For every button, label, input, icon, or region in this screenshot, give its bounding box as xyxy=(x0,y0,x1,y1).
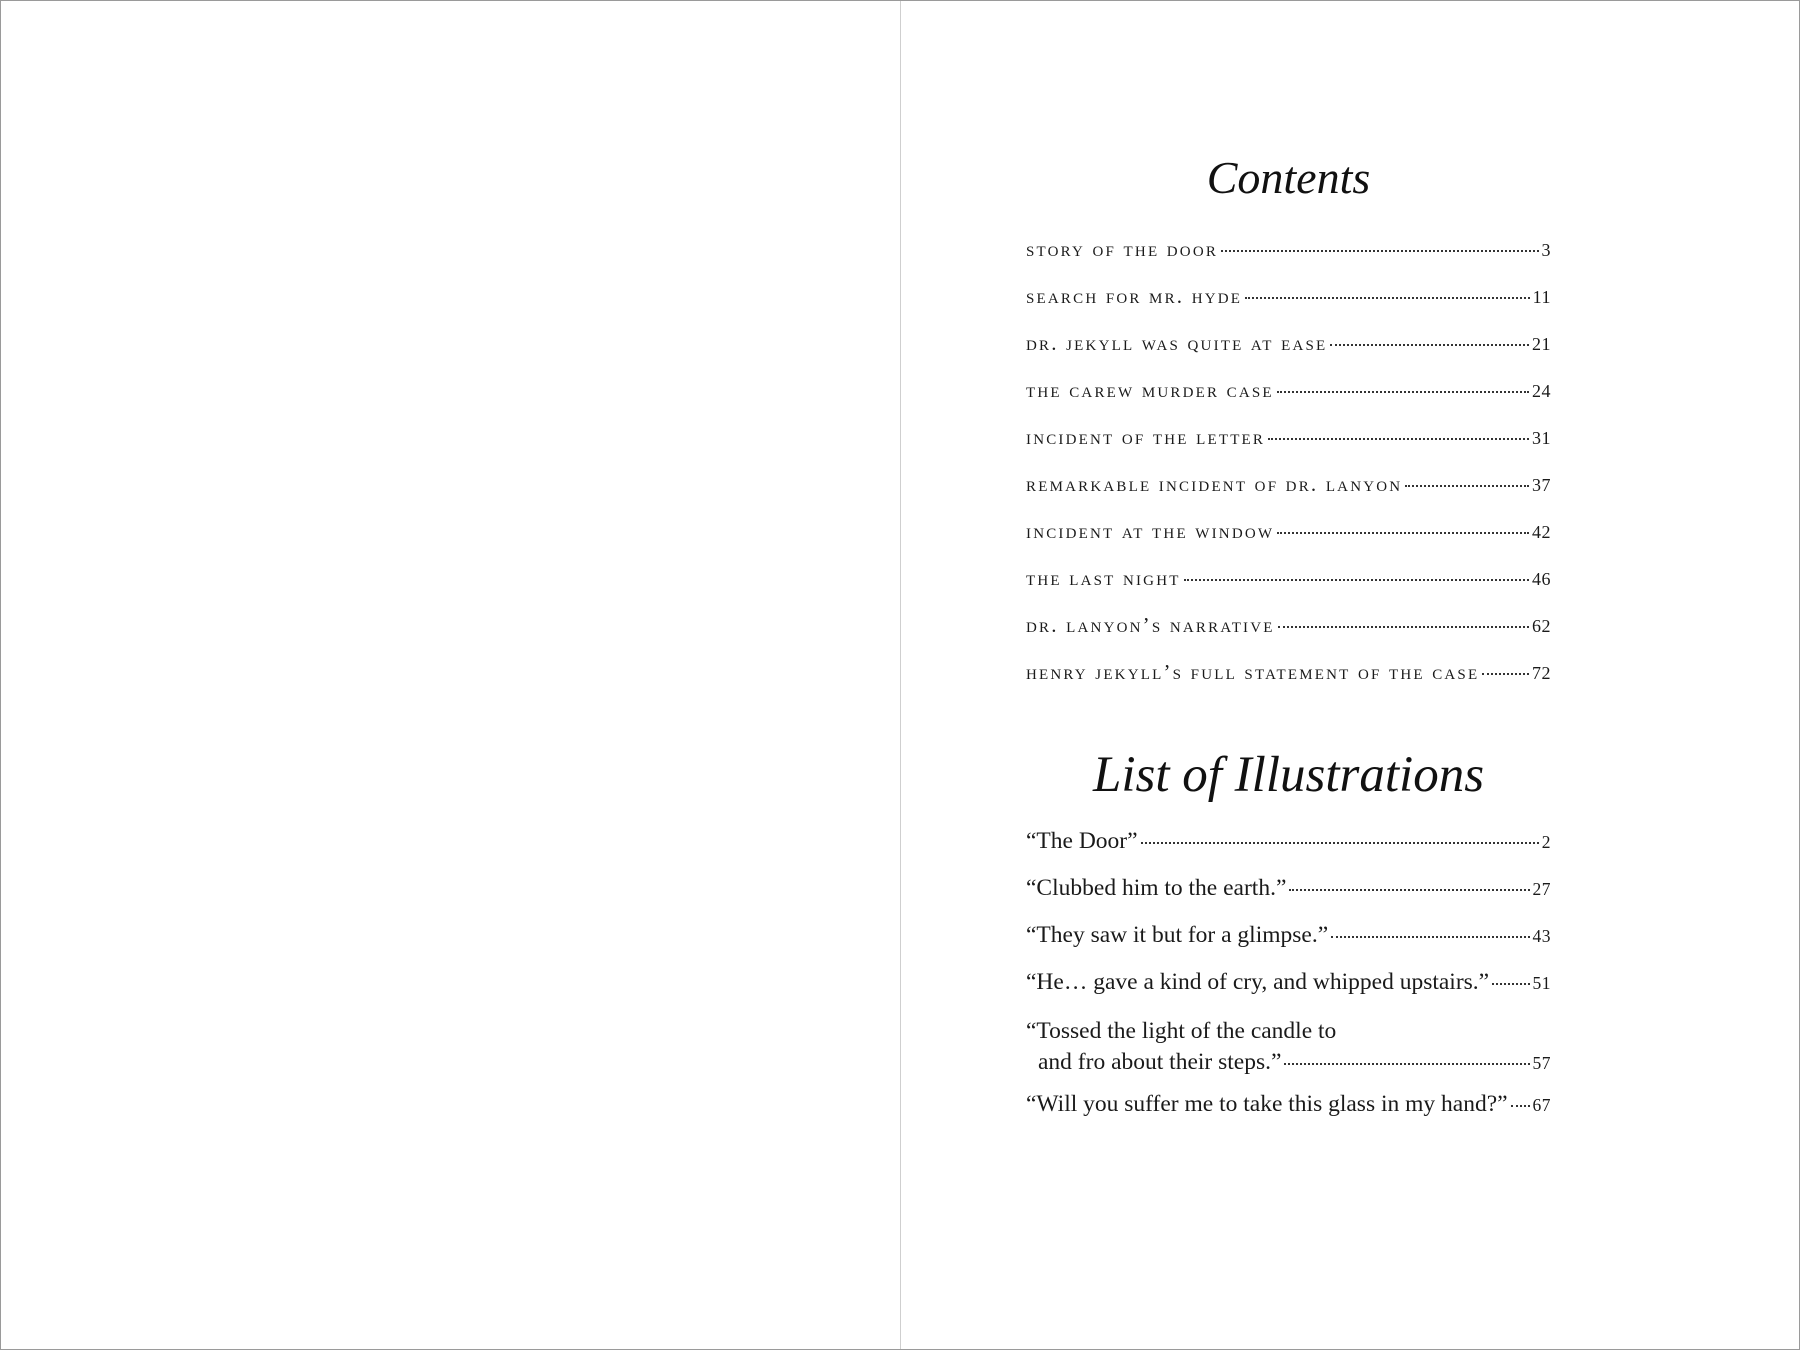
contents-heading: Contents xyxy=(1206,152,1371,203)
dot-leader xyxy=(1330,344,1529,346)
entry-title: the last night xyxy=(1026,566,1181,590)
illustration-page-number: 2 xyxy=(1541,832,1551,852)
entry-page-number: 46 xyxy=(1532,569,1551,589)
entry-title: henry jekyll’s full statement of the case xyxy=(1026,660,1480,684)
illustration-entry[interactable] xyxy=(1026,969,1551,1016)
illustration-entry[interactable] xyxy=(1026,922,1551,969)
entry-title: story of the door xyxy=(1026,237,1219,261)
illustrations-heading: List of Illustrations xyxy=(1092,747,1485,803)
contents-entry[interactable] xyxy=(1026,331,1551,378)
illustration-title: “Will you suffer me to take this glass in my hand?” xyxy=(1026,1091,1508,1117)
entry-page-number: 62 xyxy=(1532,616,1551,636)
illustration-page-number: 67 xyxy=(1532,1095,1551,1115)
entry-page-number: 3 xyxy=(1541,240,1551,260)
illustration-title: “Clubbed him to the earth.” xyxy=(1026,875,1287,901)
contents-entry[interactable] xyxy=(1026,519,1551,566)
illustration-title-line1: “Tossed the light of the candle to xyxy=(1026,1018,1337,1044)
illustration-page-number: 57 xyxy=(1532,1053,1551,1073)
dot-leader xyxy=(1277,532,1529,534)
entry-page-number: 37 xyxy=(1532,475,1551,495)
entry-title: dr. jekyll was quite at ease xyxy=(1026,331,1328,355)
illustrations-list xyxy=(1026,828,1551,1138)
dot-leader xyxy=(1141,842,1539,844)
contents-entry[interactable] xyxy=(1026,378,1551,425)
dot-leader xyxy=(1245,297,1529,299)
dot-leader xyxy=(1405,485,1529,487)
left-page-blank xyxy=(1,1,900,1349)
illustration-entry[interactable] xyxy=(1026,1016,1551,1078)
dot-leader xyxy=(1492,983,1529,985)
dot-leader xyxy=(1331,936,1529,938)
dot-leader xyxy=(1511,1105,1530,1107)
dot-leader xyxy=(1277,391,1529,393)
entry-title: incident at the window xyxy=(1026,519,1275,543)
contents-entry[interactable] xyxy=(1026,566,1551,613)
right-page xyxy=(901,1,1799,1349)
illustration-entry[interactable] xyxy=(1026,1091,1551,1138)
illustration-page-number: 51 xyxy=(1532,973,1551,993)
dot-leader xyxy=(1184,579,1529,581)
illustration-entry[interactable] xyxy=(1026,875,1551,922)
entry-page-number: 21 xyxy=(1532,334,1551,354)
dot-leader xyxy=(1289,889,1529,891)
contents-entry[interactable] xyxy=(1026,425,1551,472)
entry-title: remarkable incident of dr. lanyon xyxy=(1026,472,1403,496)
illustration-title-line2: and fro about their steps.” xyxy=(1038,1049,1282,1075)
entry-page-number: 42 xyxy=(1532,522,1551,542)
dot-leader xyxy=(1278,626,1529,628)
dot-leader xyxy=(1221,250,1538,252)
entry-page-number: 11 xyxy=(1532,287,1551,307)
entry-page-number: 72 xyxy=(1532,663,1551,683)
contents-entry[interactable] xyxy=(1026,237,1551,284)
dot-leader xyxy=(1482,673,1529,675)
dot-leader xyxy=(1284,1063,1529,1065)
dot-leader xyxy=(1268,438,1529,440)
contents-entry[interactable] xyxy=(1026,613,1551,660)
contents-entry[interactable] xyxy=(1026,472,1551,519)
contents-list xyxy=(1026,237,1551,707)
entry-title: dr. lanyon’s narrative xyxy=(1026,613,1275,637)
illustration-entry[interactable] xyxy=(1026,828,1551,875)
illustration-title: “They saw it but for a glimpse.” xyxy=(1026,922,1329,948)
entry-page-number: 31 xyxy=(1532,428,1551,448)
entry-title: incident of the letter xyxy=(1026,425,1266,449)
entry-page-number: 24 xyxy=(1532,381,1551,401)
contents-entry[interactable] xyxy=(1026,660,1551,707)
illustration-page-number: 43 xyxy=(1532,926,1551,946)
entry-title: the carew murder case xyxy=(1026,378,1274,402)
entry-title: search for mr. hyde xyxy=(1026,284,1243,308)
illustration-page-number: 27 xyxy=(1532,879,1551,899)
illustration-title: “The Door” xyxy=(1026,828,1138,854)
illustration-title: “He… gave a kind of cry, and whipped upstairs.” xyxy=(1026,969,1490,995)
contents-entry[interactable] xyxy=(1026,284,1551,331)
